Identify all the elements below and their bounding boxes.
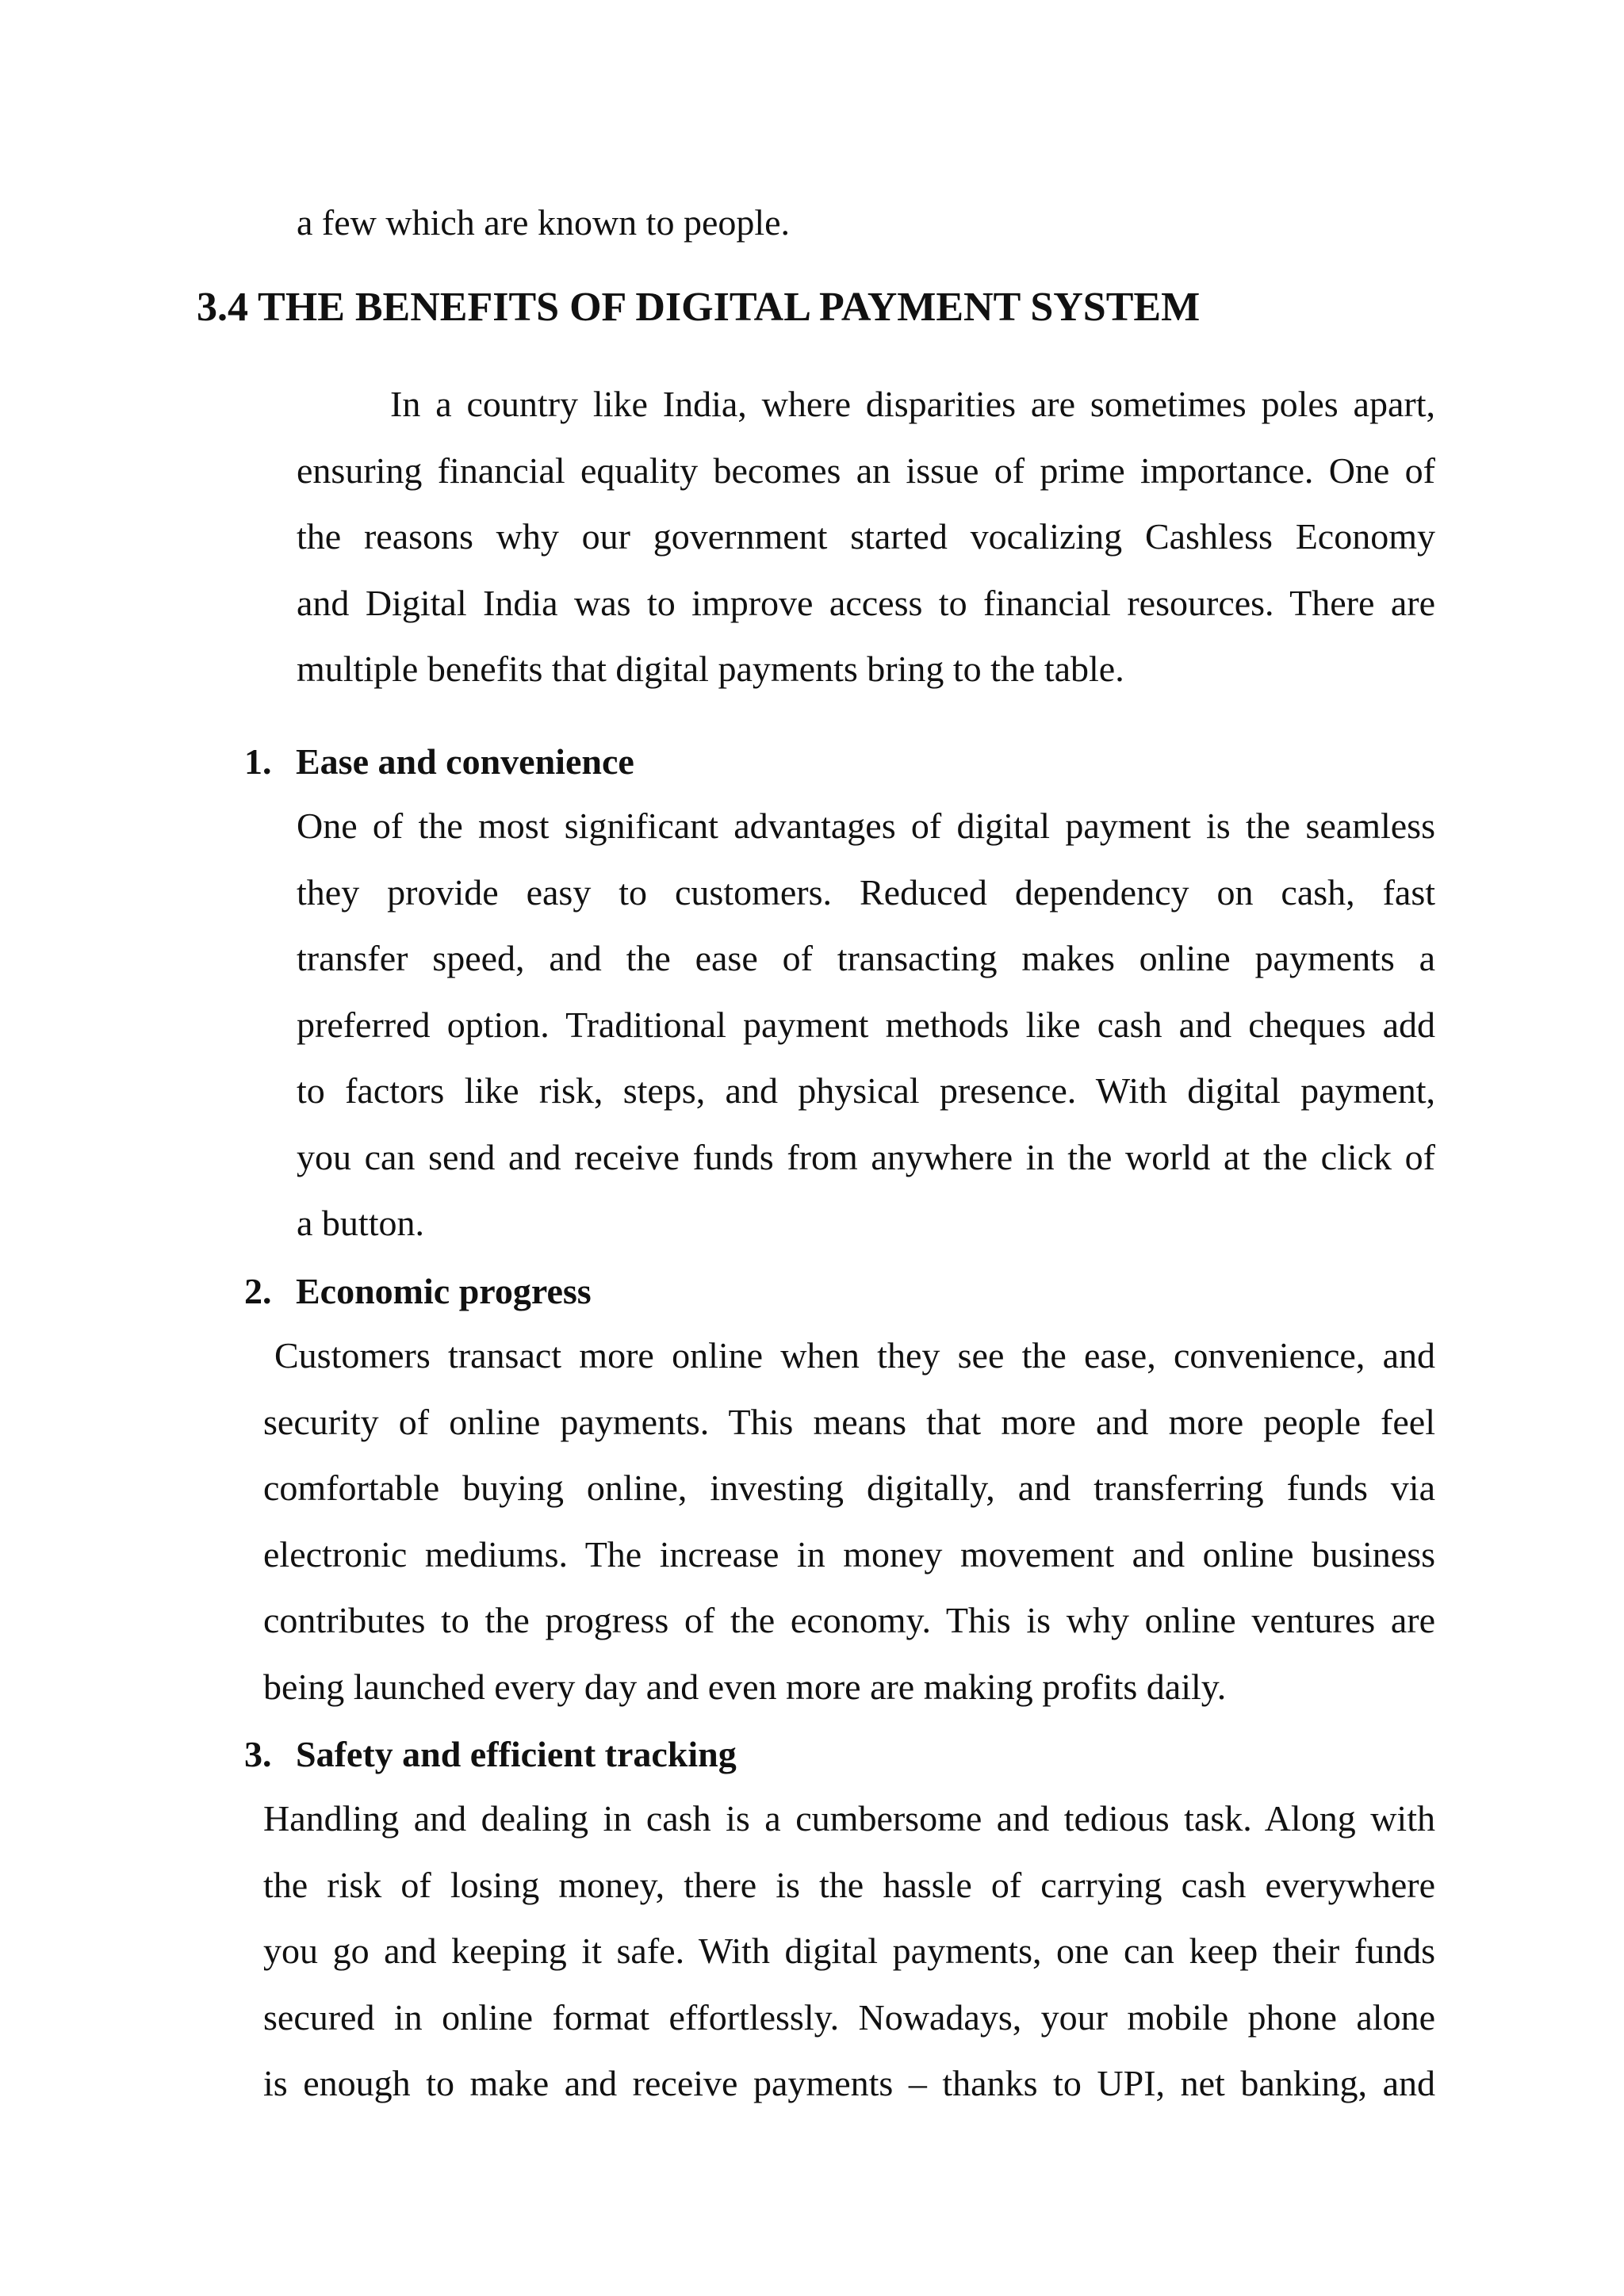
body-line: security of online payments. This means that more and more people feel [263,1401,1435,1442]
list-number: 2. [244,1271,272,1311]
body-line: preferred option. Traditional payment methods like cash and cheques add [297,1004,1435,1045]
body-line: you go and keeping it safe. With digital payments, one can keep their funds [263,1931,1435,1971]
body-line: transfer speed, and the ease of transacting makes online payments a [297,938,1435,978]
list-title: Ease and convenience [296,741,634,782]
intro-line: ensuring financial equality becomes an issue of prime importance. One of [297,450,1435,491]
item-2-paragraph [263,1322,1435,1720]
body-line: secured in online format effortlessly. Nowadays, your mobile phone alone [263,1996,1435,2038]
list-title: Safety and efficient tracking [296,1734,737,1774]
body-line: a button. [297,1203,424,1243]
body-line: is enough to make and receive payments – thanks to UPI, net banking, and [263,2063,1435,2103]
list-number: 1. [244,741,272,782]
list-title: Economic progress [296,1271,592,1311]
body-line: Customers transact more online when they see the ease, convenience, and [274,1335,1435,1376]
list-item-heading [244,741,634,782]
body-line: Handling and dealing in cash is a cumbersome and tedious task. Along with [263,1798,1435,1839]
body-line: being launched every day and even more are making profits daily. [263,1666,1227,1707]
list-item-heading [244,1736,737,1773]
body-line: they provide easy to customers. Reduced dependency on cash, fast [297,871,1435,913]
item-1-paragraph [297,793,1435,1257]
body-line: electronic mediums. The increase in money movement and online business [263,1533,1435,1575]
section-heading: 3.4 THE BENEFITS OF DIGITAL PAYMENT SYSTEM [197,285,1201,330]
item-3-paragraph [263,1785,1435,2117]
body-line: the risk of losing money, there is the hassle of carrying cash everywhere [263,1864,1435,1905]
list-number: 3. [244,1734,272,1774]
continuation-line: a few which are known to people. [297,202,791,243]
body-line: contributes to the progress of the economy. This is why online ventures are [263,1600,1435,1640]
intro-line: multiple benefits that digital payments bring to the table. [297,649,1124,689]
body-line: to factors like risk, steps, and physical presence. With digital payment, [297,1070,1435,1111]
intro-line: In a country like India, where disparities are sometimes poles apart, [390,384,1435,424]
intro-line: the reasons why our government started vocalizing Cashless Economy [297,516,1435,557]
body-line: comfortable buying online, investing digitally, and transferring funds via [263,1468,1435,1508]
body-line: you can send and receive funds from anywhere in the world at the click of [297,1136,1435,1177]
list-item-heading [244,1273,592,1310]
intro-paragraph [297,371,1435,702]
intro-line: and Digital India was to improve access to financial resources. There are [297,582,1435,623]
body-line: One of the most significant advantages of digital payment is the seamless [297,806,1435,846]
